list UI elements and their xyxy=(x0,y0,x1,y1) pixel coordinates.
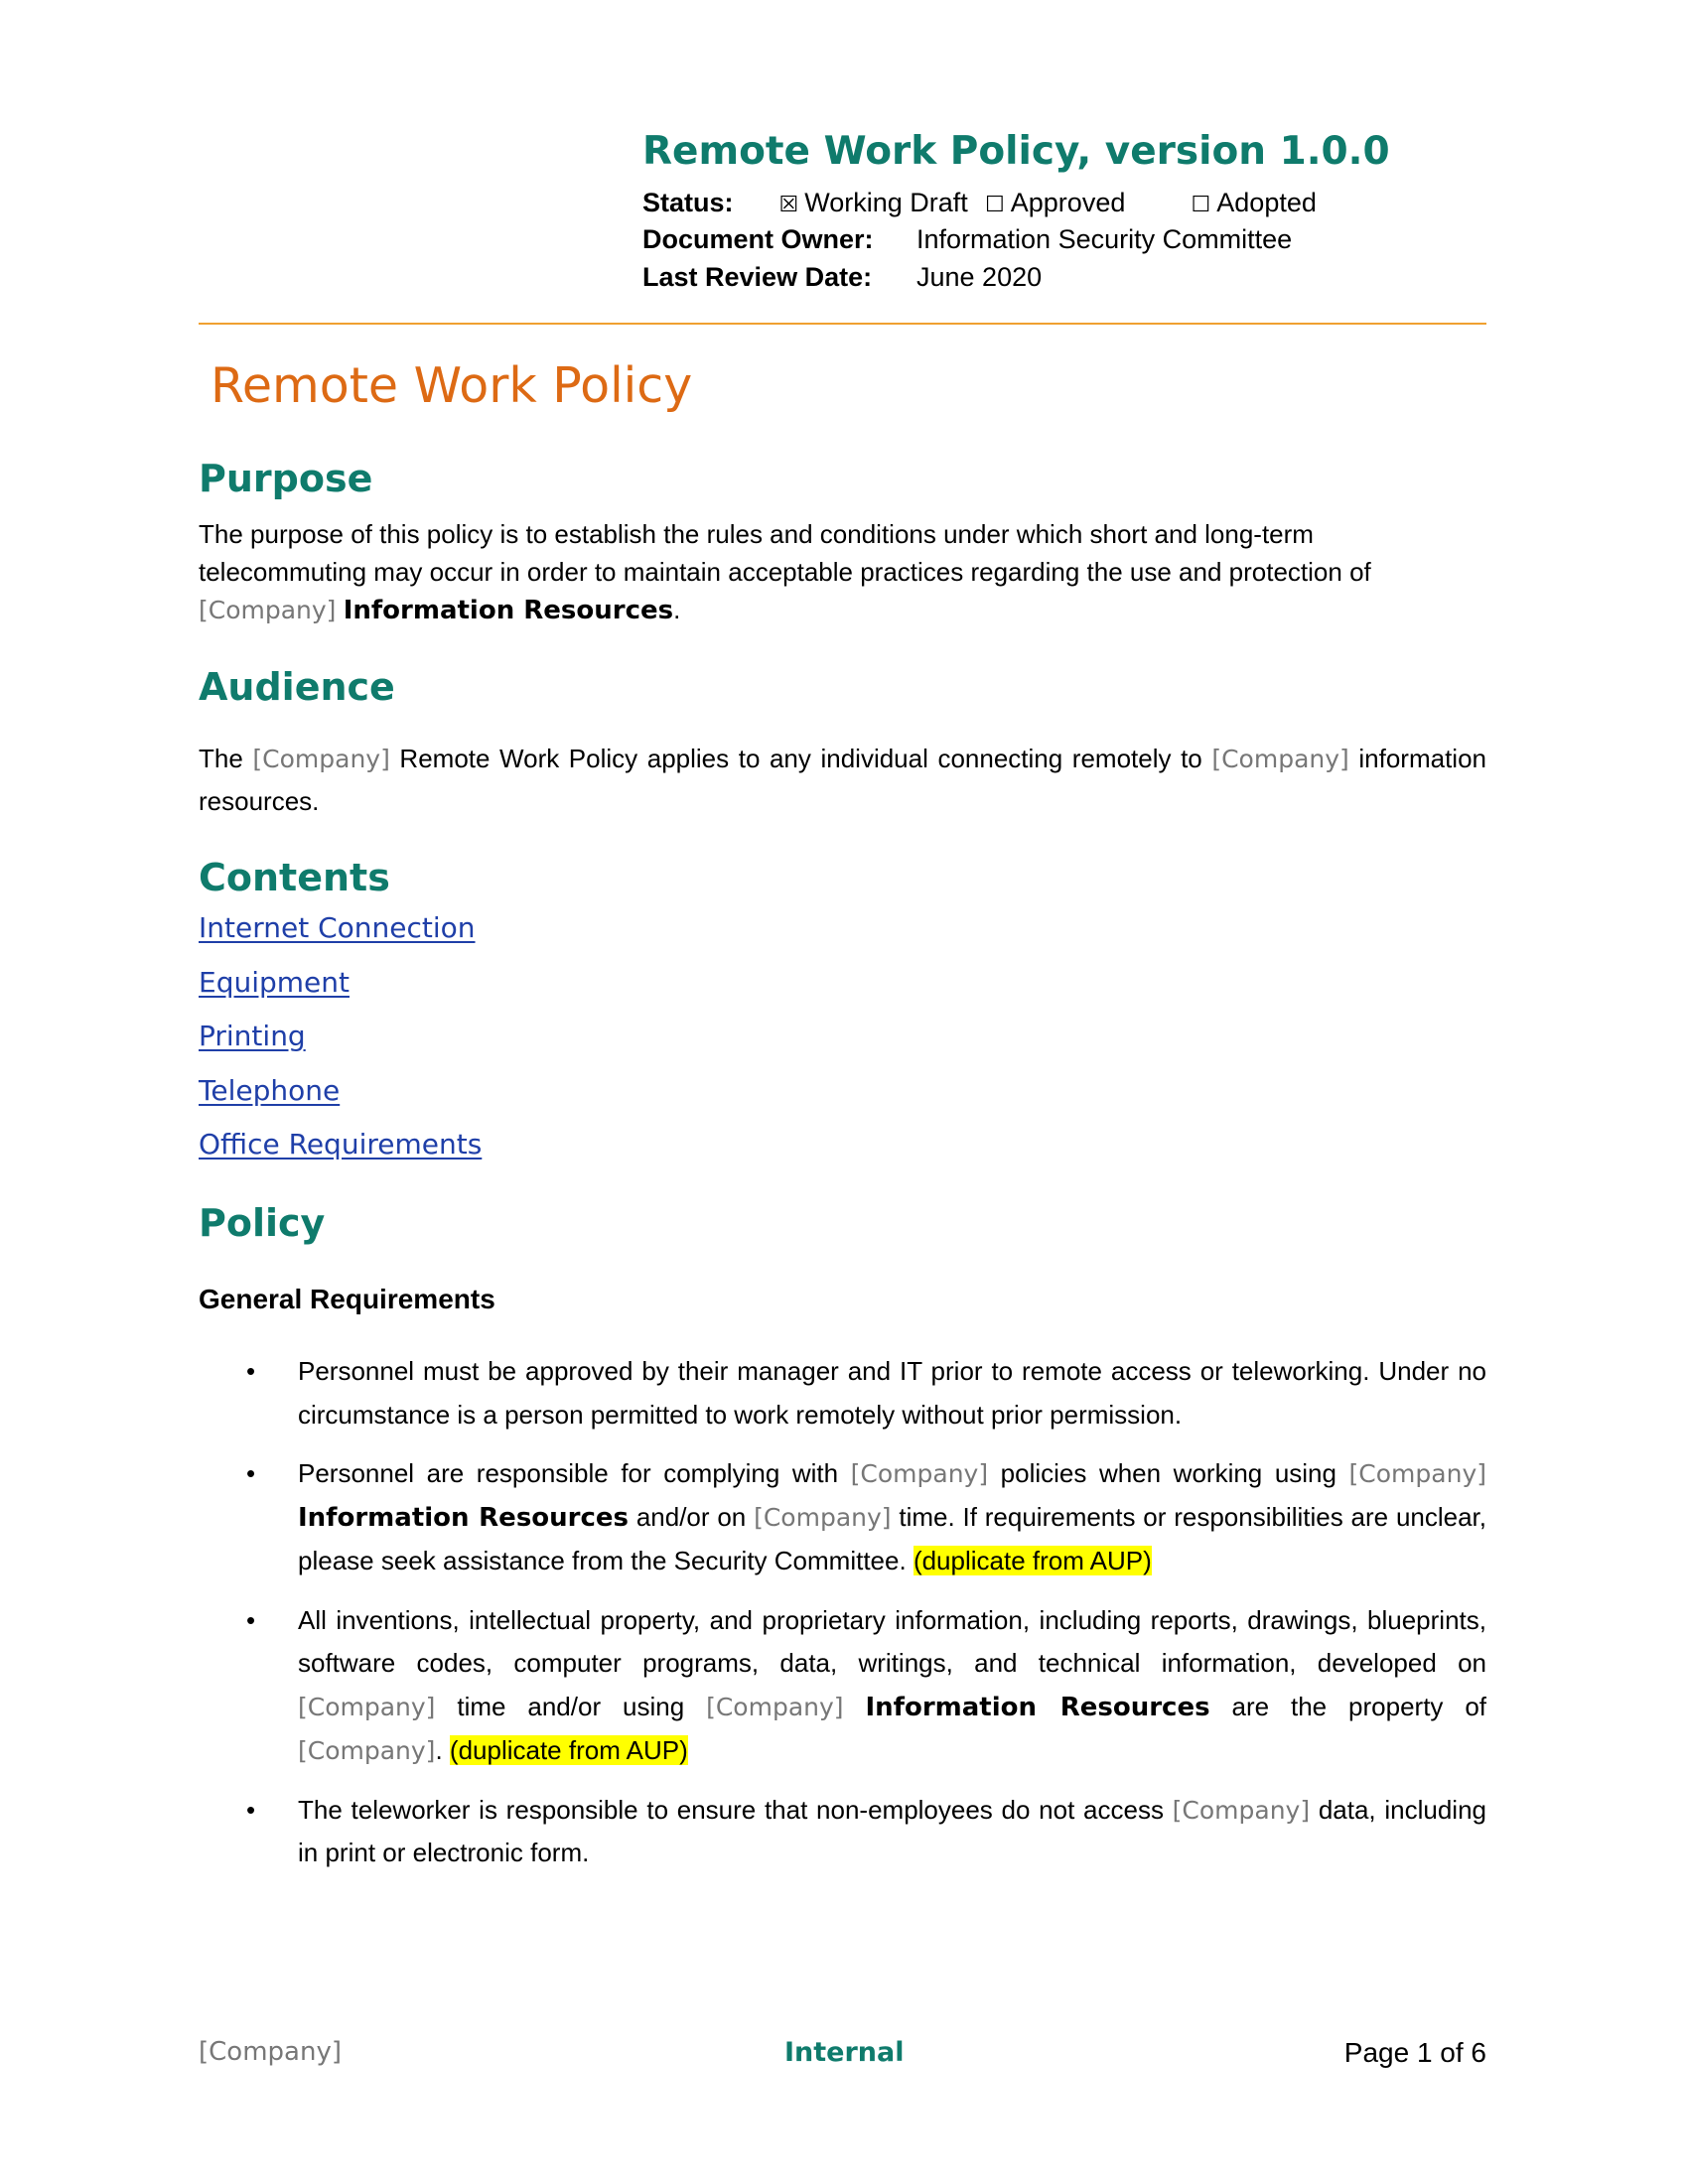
owner-value: Information Security Committee xyxy=(916,224,1293,254)
information-resources-term: Information Resources xyxy=(343,596,674,625)
status-row xyxy=(642,184,1317,224)
list-item xyxy=(199,1128,482,1182)
header-title: Remote Work Policy, version 1.0.0 xyxy=(642,129,1390,174)
company-placeholder: [Company] xyxy=(1211,745,1349,773)
footer-page-number: Page 1 of 6 xyxy=(1343,2037,1486,2068)
duplicate-note-highlight: (duplicate from AUP) xyxy=(913,1546,1152,1575)
footer-company: [Company] xyxy=(199,2037,342,2067)
toc-link-telephone[interactable]: Telephone xyxy=(199,1073,341,1107)
company-placeholder: [Company] xyxy=(252,745,390,773)
status-option-approved[interactable]: ☐ Approved xyxy=(985,188,1126,217)
duplicate-note-highlight: (duplicate from AUP) xyxy=(449,1735,688,1765)
toc-link-equipment[interactable]: Equipment xyxy=(199,965,350,999)
status-label: Status: xyxy=(642,188,734,217)
toc-link-office-requirements[interactable]: Office Requirements xyxy=(199,1128,483,1160)
owner-label: Document Owner: xyxy=(642,224,874,254)
company-placeholder: [Company] xyxy=(706,1692,844,1721)
contents-heading: Contents xyxy=(199,856,390,899)
header-divider xyxy=(199,323,1486,325)
review-row xyxy=(642,258,1042,296)
review-label: Last Review Date: xyxy=(642,262,873,292)
toc-link-printing[interactable]: Printing xyxy=(199,1020,306,1052)
company-placeholder: [Company] xyxy=(754,1502,892,1532)
bullet-icon: • xyxy=(246,1356,256,1386)
status-option-working-draft[interactable]: ☒ Working Draft xyxy=(778,188,968,217)
contents-list xyxy=(199,911,482,1182)
company-placeholder: [Company] xyxy=(298,1736,436,1765)
review-value: June 2020 xyxy=(916,262,1043,292)
audience-heading: Audience xyxy=(199,665,395,709)
list-item: • Personnel are responsible for complying with [Company] policies when working using [Company] Information Resources and/or on [Company] time. If requirements or responsibilities are unclear, please seek assistance from the Security Committee. (duplicate from AUP) xyxy=(298,1452,1486,1583)
list-item xyxy=(199,911,482,966)
policy-heading: Policy xyxy=(199,1201,326,1245)
list-item xyxy=(199,1074,482,1129)
company-placeholder: [Company] xyxy=(850,1459,989,1488)
company-placeholder: [Company] xyxy=(298,1692,436,1721)
toc-link-internet-connection[interactable]: Internet Connection xyxy=(199,911,476,944)
document-title: Remote Work Policy xyxy=(211,357,693,414)
list-item: • All inventions, intellectual property, and proprietary information, including reports, drawings, blueprints, software codes, computer programs, data, writings, and technical information, developed on [Company] time and/or using [Company] Information Resources are the property of [Company]. (duplicate from AUP) xyxy=(298,1599,1486,1773)
empty-box-icon: ☐ xyxy=(1191,193,1211,217)
purpose-text: The purpose of this policy is to establish the rules and conditions under which short and long-term telecommuting may occur in order to maintain acceptable practices regarding the use and protection of [Company] Information Resources. xyxy=(199,519,1371,625)
purpose-heading: Purpose xyxy=(199,457,373,500)
status-option-adopted[interactable]: ☐ Adopted xyxy=(1191,188,1317,217)
list-item xyxy=(199,966,482,1021)
company-placeholder: [Company] xyxy=(199,596,337,624)
empty-box-icon: ☐ xyxy=(985,193,1005,217)
general-requirements-heading: General Requirements xyxy=(199,1284,495,1314)
bullet-icon: • xyxy=(246,1604,256,1635)
list-item: • Personnel must be approved by their manager and IT prior to remote access or teleworking. Under no circumstance is a person permitted to work remotely without prior permission. xyxy=(298,1350,1486,1436)
list-item: • The teleworker is responsible to ensure that non-employees do not access [Company] data, including in print or electronic form. xyxy=(298,1789,1486,1875)
list-item xyxy=(199,1020,482,1074)
information-resources-term: Information Resources xyxy=(865,1692,1210,1722)
footer-classification: Internal xyxy=(784,2037,905,2068)
checked-box-icon: ☒ xyxy=(778,193,799,217)
information-resources-term: Information Resources xyxy=(298,1502,630,1533)
company-placeholder: [Company] xyxy=(1172,1795,1311,1825)
bullet-icon: • xyxy=(246,1458,256,1488)
company-placeholder: [Company] xyxy=(1348,1459,1486,1488)
audience-text: The [Company] Remote Work Policy applies to any individual connecting remotely to [Company] information resources. xyxy=(199,744,1486,816)
policy-bullet-list xyxy=(246,1350,1487,1891)
bullet-icon: • xyxy=(246,1794,256,1825)
owner-row xyxy=(642,220,1292,258)
